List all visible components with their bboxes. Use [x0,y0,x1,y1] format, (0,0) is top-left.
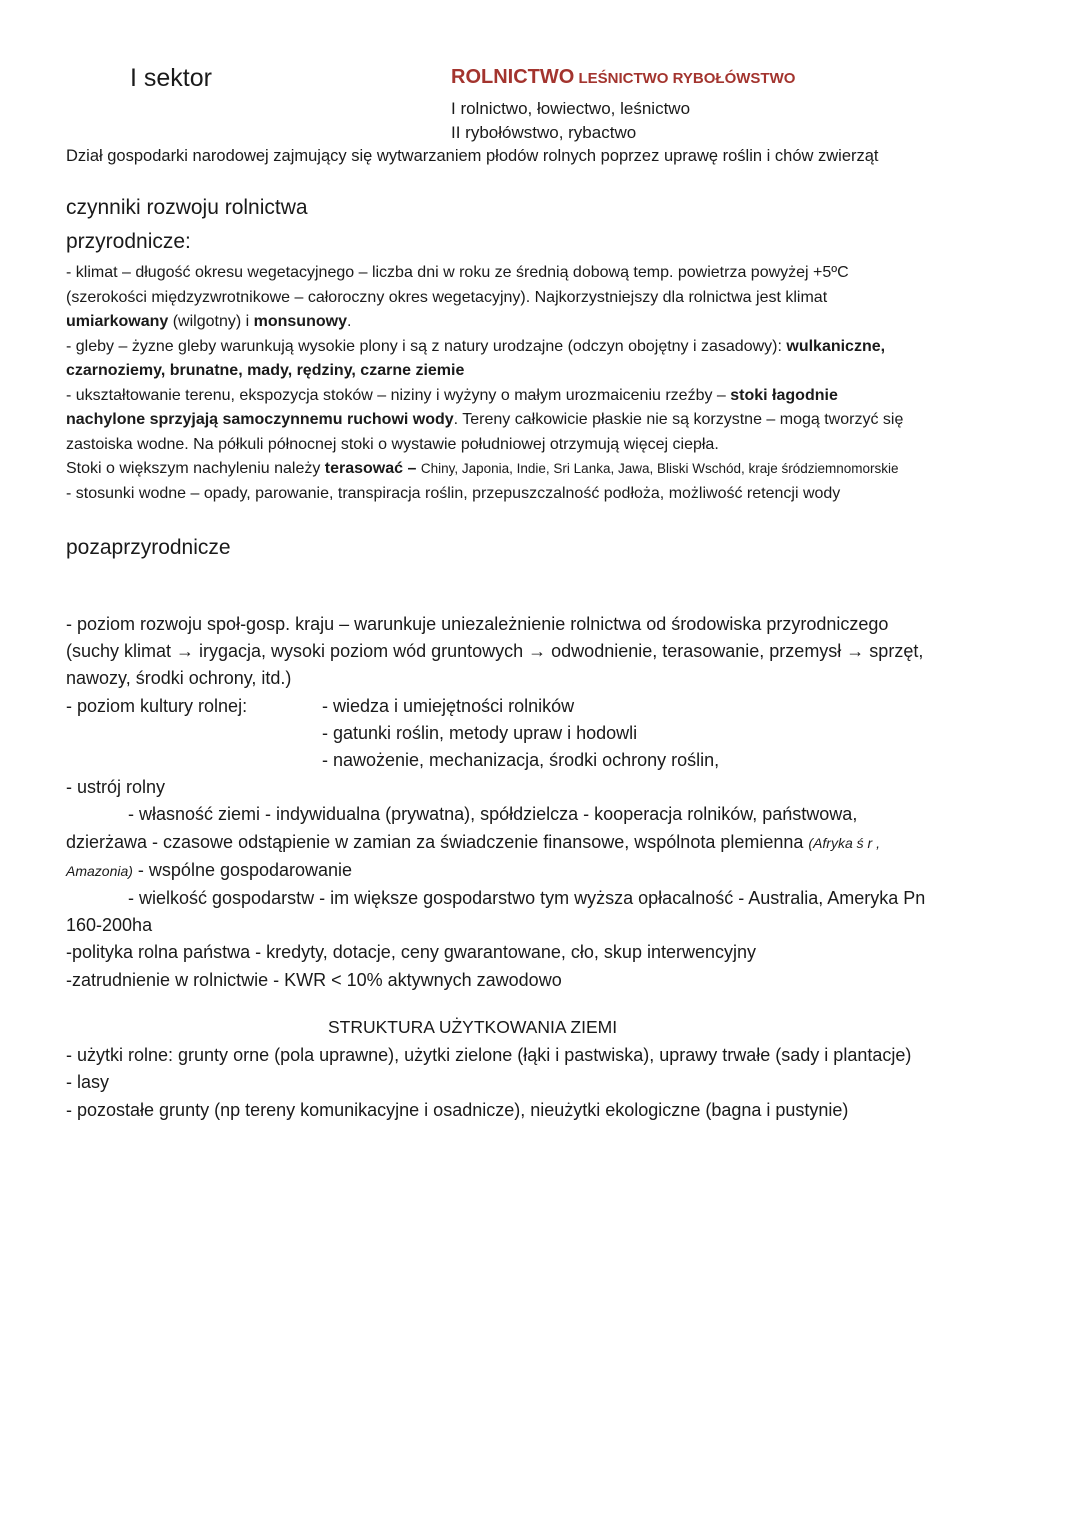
employment-line: -zatrudnienie w rolnictwie - KWR < 10% aktywnych zawodowo [66,969,562,990]
climate-monsoon: monsunowy [253,313,347,330]
subtitle-1: I rolnictwo, łowiectwo, leśnictwo [451,99,691,118]
structure-line-3: - pozostałe grunty (np tereny komunikacyjne i osadnicze), nieużytki ekologiczne (bagna i pustynie) [66,1099,849,1120]
land-use-structure [66,1042,1026,1124]
climate-humid: (wilgotny) i [168,313,254,330]
terrain-text: - ukształtowanie terenu, ekspozycja stoków – niziny i wyżyny o małym urozmaiceniu rzeźby – [66,386,731,404]
policy-line: -polityka rolna państwa - kredyty, dotacje, ceny gwarantowane, cło, skup interwencyjny [66,942,757,963]
page-title [451,66,795,89]
dev-line-2: (suchy klimat → irygacja, wysoki poziom wód gruntowych → odwodnienie, terasowanie, przemysł → sprzęt, [66,641,924,662]
ownership-line-3 [66,857,1026,885]
farm-size-line-2: 160-200ha [66,915,153,936]
culture-item-2: - gatunki roślin, metody upraw i hodowli [322,722,638,743]
climate-temperate: umiarkowany [66,313,169,330]
ownership-line-2 [66,829,1026,857]
farm-size-line-1: - wielkość gospodarstw - im większe gospodarstwo tym wyższa opłacalność - Australia, Ameryka Pn [128,888,926,909]
terrain-slopes: nachylone sprzyjają samoczynnemu ruchowi wody [66,411,454,428]
ownership-amazonia: Amazonia) [66,862,133,879]
culture-item-3: - nawożenie, mechanizacja, środki ochrony roślin, [322,750,720,771]
dev-line-3: nawozy, środki ochrony, itd.) [66,668,292,689]
structure-heading: STRUKTURA UŻYTKOWANIA ZIEMI [328,1017,618,1037]
terrain-flat: . Tereny całkowicie płaskie nie są korzystne – mogą tworzyć się [453,411,904,428]
culture-label: - poziom kultury rolnej: [66,695,248,716]
culture-line-3 [66,747,1026,774]
ownership-line-1: - własność ziemi - indywidualna (prywatna), spółdzielcza - kooperacja rolników, państwowa, [128,804,858,825]
terrain-line-1 [66,384,1026,409]
natural-factors [66,261,1026,506]
climate-line-2: (szerokości międzyzwrotnikowe – całoroczny okres wegetacyjny). Najkorzystniejszy dla rolnictwa jest klimat [66,288,828,306]
climate-dot: . [346,313,352,330]
ownership-africa: (Afryka ś r , [808,834,880,851]
soil-line-2: czarnoziemy, brunatne, mady, rędziny, czarne ziemie [66,362,465,379]
ownership-common: - wspólne gospodarowanie [132,859,353,880]
structure-line-2: - lasy [66,1072,110,1093]
soil-text: - gleby – żyzne gleby warunkują wysokie plony i są z natury urodzajne (odczyn obojętny i zasadowy): [66,337,787,355]
definition: Dział gospodarki narodowej zajmujący się wytwarzaniem płodów rolnych poprzez uprawę roślin i chów zwierząt [66,147,879,165]
water-line: - stosunki wodne – opady, parowanie, transpiracja roślin, przepuszczalność podłoża, możliwość retencji wody [66,484,841,502]
terrace-word: terasować [324,460,404,477]
soil-volcanic: wulkaniczne, [786,337,886,355]
climate-line-1: - klimat – długość okresu wegetacyjnego – liczba dni w roku ze średnią dobową temp. powietrza powyżej +5ºC [66,264,849,281]
soil-line-1 [66,335,1026,360]
climate-line-3 [66,310,1026,335]
terrain-line-2 [66,408,1026,433]
culture-line-2 [66,720,1026,747]
terrace-dash: – [403,460,421,477]
sector-heading: I sektor [130,64,212,92]
title-main: ROLNICTWO [451,66,575,88]
terrace-text: Stoki o większym nachyleniu należy [66,460,325,477]
structure-line-1: - użytki rolne: grunty orne (pola uprawne), użytki zielone (łąki i pastwiska), uprawy trwałe (sady i plantacje) [66,1045,912,1065]
nonnatural-heading: pozaprzyrodnicze [66,536,231,559]
terrain-gentle: stoki łagodnie [730,386,838,404]
subtitle-2: II rybołówstwo, rybactwo [451,123,637,142]
dev-line-1: - poziom rozwoju społ-gosp. kraju – warunkuje uniezależnienie rolnictwa od środowiska przyrodniczego [66,614,889,634]
natural-heading: przyrodnicze: [66,230,191,253]
system-line: - ustrój rolny [66,777,166,798]
socioeconomic-factors [66,611,1026,994]
terrace-regions: Chiny, Japonia, Indie, Sri Lanka, Jawa, Bliski Wschód, kraje śródziemnomorskie [420,461,899,476]
title-rest: LEŚNICTWO RYBOŁÓWSTWO [574,70,796,87]
terrace-line [66,457,1026,482]
factors-heading: czynniki rozwoju rolnictwa [66,196,308,219]
ownership-lease: dzierżawa - czasowe odstąpienie w zamian za świadczenie finansowe, wspólnota plemienna [66,831,809,852]
terrain-line-3: zastoiska wodne. Na półkuli północnej stoki o wystawie południowej otrzymują więcej ciepła. [66,435,719,453]
culture-line-1 [66,693,1026,720]
culture-item-1: - wiedza i umiejętności rolników [322,695,575,716]
